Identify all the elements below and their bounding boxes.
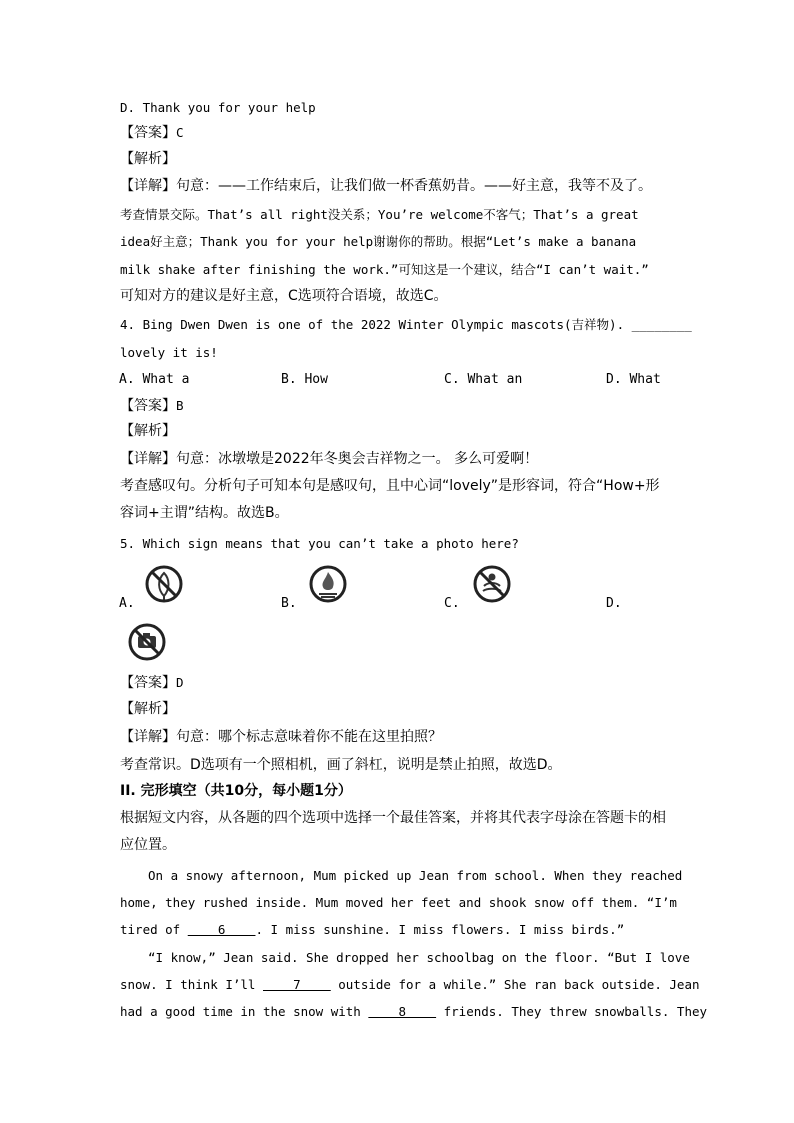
no-camera-sign-icon [127, 622, 167, 662]
q3-explanation-line-1 [120, 206, 680, 223]
q4-option-d: D. What [606, 372, 661, 387]
q4-option-a: A. What a [119, 372, 190, 387]
detail-label: 【详解】 [120, 178, 176, 194]
q3-explanation-line-4: 可知对方的建议是好主意，C选项符合语境，故选C。 [120, 288, 448, 304]
detail-label: 【详解】 [120, 729, 176, 745]
answer-value: D [176, 675, 184, 690]
passage-text: had a good time in the snow with [120, 1004, 369, 1019]
explanation-text: 考查情景交际。That’s all right没关系；You’re welcome不客气；That’s a great [120, 207, 639, 222]
passage-line-1: On a snowy afternoon, Mum picked up Jean from school. When they reached [148, 868, 683, 883]
q4-explanation-line-2: 容词+主谓”结构。故选B。 [120, 505, 289, 521]
detail-text: 句意：——工作结束后，让我们做一杯香蕉奶昔。——好主意，我等不及了。 [176, 178, 652, 194]
q4-stem-line-1: 4. Bing Dwen Dwen is one of the 2022 Winter Olympic mascots(吉祥物). ________ [120, 317, 692, 332]
q3-answer [120, 124, 680, 142]
q3-detail [120, 178, 680, 195]
q3-explanation-line-2: idea好主意；Thank you for your help谢谢你的帮助。根据“Let’s make a banana [120, 234, 637, 249]
q3-option-d: D. Thank you for your help [120, 100, 316, 115]
section-instructions-line-1: 根据短文内容，从各题的四个选项中选择一个最佳答案，并将其代表字母涂在答题卡的相 [120, 810, 666, 826]
q4-option-b: B. How [281, 372, 328, 387]
q3-explanation-line-3: milk shake after finishing the work.”可知这是一个建议，结合“I can’t wait.” [120, 262, 649, 277]
passage-text: friends. They threw snowballs. They [436, 1004, 708, 1019]
section-instructions-line-2: 应位置。 [120, 837, 176, 853]
q4-stem-line-2: lovely it is! [120, 345, 218, 360]
q4-option-c: C. What an [444, 372, 523, 387]
answer-label: 【答案】 [120, 675, 176, 691]
answer-label: 【答案】 [120, 125, 176, 141]
passage-text: outside for a while.” She ran back outside. Jean [330, 977, 700, 992]
q5-explanation-line-1: 考查常识。D选项有一个照相机，画了斜杠，说明是禁止拍照，故选D。 [120, 757, 562, 773]
q5-detail [120, 729, 680, 746]
q4-detail [120, 451, 680, 468]
section-heading: II. 完形填空（共10分，每小题1分） [120, 783, 352, 799]
q5-analysis-label: 【解析】 [120, 701, 176, 717]
q5-answer [120, 674, 680, 692]
answer-value: C [176, 125, 184, 140]
blank-6: 6 [187, 922, 256, 937]
flame-sign-icon [308, 564, 348, 604]
q4-explanation-line-1: 考查感叹句。分析句子可知本句是感叹句，且中心词“lovely”是形容词，符合“How+形 [120, 478, 660, 494]
answer-label: 【答案】 [120, 398, 176, 414]
q3-analysis-label: 【解析】 [120, 151, 176, 167]
answer-value: B [176, 398, 184, 413]
q5-stem: 5. Which sign means that you can’t take a photo here? [120, 536, 519, 551]
q5-option-c-letter: C. [444, 596, 460, 611]
passage-line-2: home, they rushed inside. Mum moved her feet and shook snow off them. “I’m [120, 895, 677, 910]
q4-answer [120, 397, 680, 415]
blank-8: 8 [368, 1004, 437, 1019]
blank-7: 7 [263, 977, 331, 992]
passage-line-4: “I know,” Jean said. She dropped her schoolbag on the floor. “But I love [148, 950, 690, 965]
no-plant-sign-icon [144, 564, 184, 604]
passage-text: . I miss sunshine. I miss flowers. I miss birds.” [255, 922, 625, 937]
no-swimming-sign-icon [472, 564, 512, 604]
q5-option-b-letter: B. [281, 596, 297, 611]
q4-analysis-label: 【解析】 [120, 423, 176, 439]
passage-line-5 [120, 976, 700, 993]
passage-line-3 [120, 921, 680, 938]
q5-option-d-letter: D. [606, 596, 622, 611]
q5-option-a-letter: A. [119, 596, 135, 611]
detail-label: 【详解】 [120, 451, 176, 467]
passage-line-6 [120, 1003, 708, 1020]
detail-text: 句意：哪个标志意味着你不能在这里拍照？ [176, 729, 442, 745]
passage-text: tired of [120, 922, 188, 937]
passage-text: snow. I think I’ll [120, 977, 263, 992]
detail-text: 句意：冰墩墩是2022年冬奥会吉祥物之一。 多么可爱啊！ [176, 451, 539, 467]
